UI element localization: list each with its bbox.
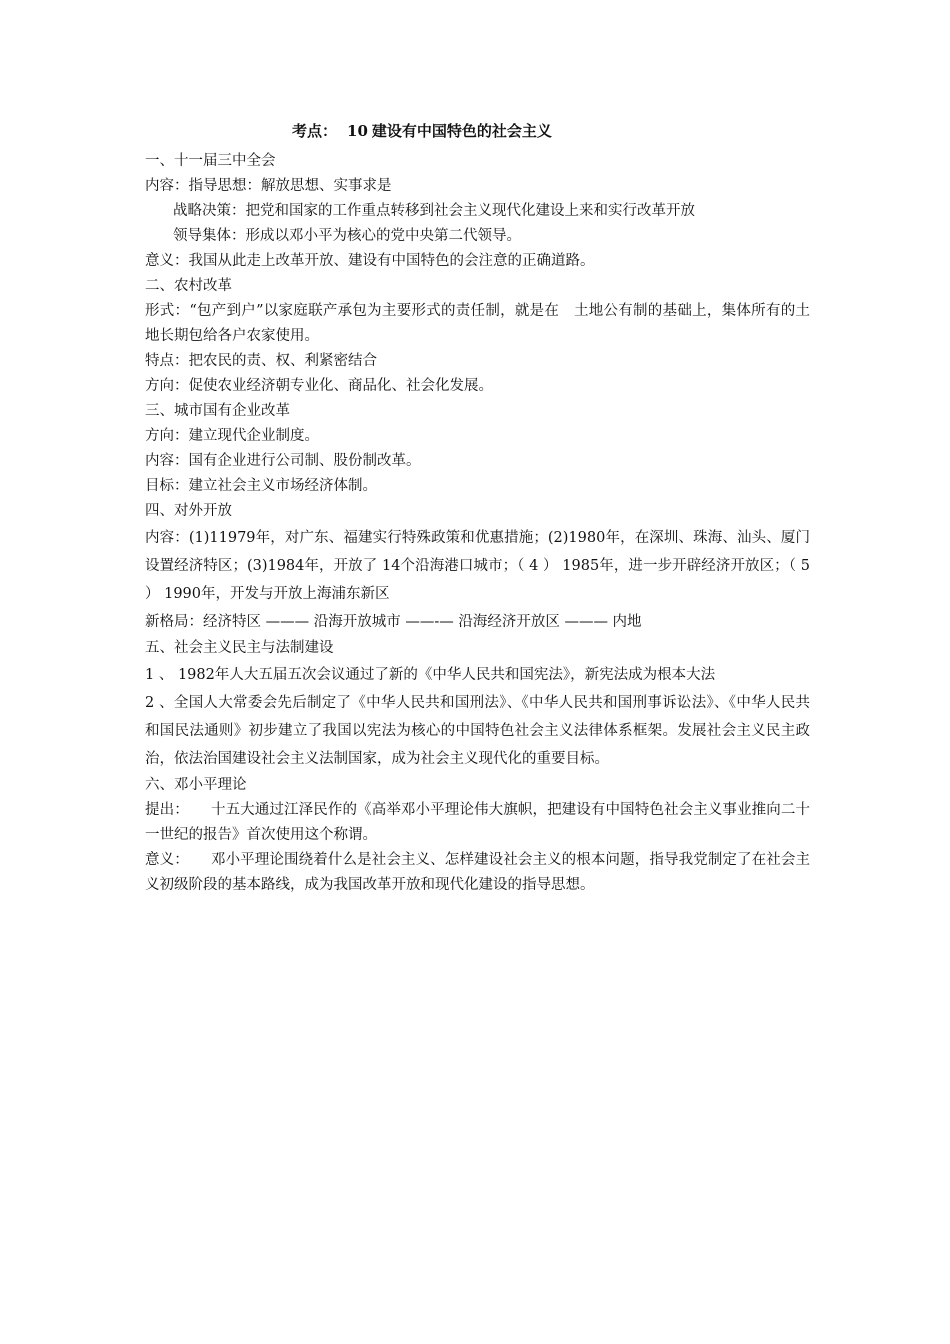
section-2-form xyxy=(145,299,810,349)
section-4-content-text: (1)11979年，对广东、福建实行特殊政策和优惠措施；(2)1980年，在深圳、珠海、汕头、厦门设置经济特区；(3)1984年，开放了 14个沿海港口城市；（ 4 ） 1985年，进一步开辟经济开放区；（ 5 ） 1990年，开发与开放上海浦东新区 xyxy=(145,530,810,602)
section-6-propose xyxy=(145,798,810,848)
section-4-pattern: 新格局：经济特区 ——— 沿海开放城市 ——-— 沿海经济开放区 ——— 内地 xyxy=(145,614,642,630)
section-3-content: 内容：国有企业进行公司制、股份制改革。 xyxy=(145,453,421,469)
section-1-meaning: 意义：我国从此走上改革开放、建设有中国特色的会注意的正确道路。 xyxy=(145,253,595,269)
section-3-heading: 三、城市国有企业改革 xyxy=(145,403,290,419)
section-5-item-1: 1 、 1982年人大五届五次会议通过了新的《中华人民共和国宪法》，新宪法成为根本大法 xyxy=(145,667,716,683)
section-6-meaning-text: 邓小平理论围绕着什么是社会主义、怎样建设社会主义的根本问题，指导我党制定了在社会主义初级阶段的基本路线，成为我国改革开放和现代化建设的指导思想。 xyxy=(145,852,810,893)
section-1-content: 内容：指导思想：解放思想、实事求是 xyxy=(145,178,392,194)
document-body xyxy=(145,149,810,898)
section-5-heading: 五、社会主义民主与法制建设 xyxy=(145,640,334,656)
section-6-heading: 六、邓小平理论 xyxy=(145,777,247,793)
section-4-content xyxy=(145,524,810,608)
title-number: 10 xyxy=(347,122,368,140)
section-1-heading: 一、十一届三中全会 xyxy=(145,153,276,169)
section-2-form-label: 形式： xyxy=(145,303,190,319)
section-1-leadership: 领导集体：形成以邓小平为核心的党中央第二代领导。 xyxy=(173,228,521,244)
section-1-strategy: 战略决策：把党和国家的工作重点转移到社会主义现代化建设上来和实行改革开放 xyxy=(173,203,695,219)
section-2-feature: 特点：把农民的责、权、利紧密结合 xyxy=(145,353,377,369)
title-prefix: 考点： xyxy=(292,122,338,140)
section-6-meaning-label: 意义： xyxy=(145,852,189,868)
section-4-heading: 四、对外开放 xyxy=(145,503,232,519)
section-6-meaning xyxy=(145,848,810,898)
title-text: 建设有中国特色的社会主义 xyxy=(371,122,552,140)
section-3-direction: 方向：建立现代企业制度。 xyxy=(145,428,319,444)
page-title xyxy=(292,120,552,141)
section-3-goal: 目标：建立社会主义市场经济体制。 xyxy=(145,478,377,494)
section-2-heading: 二、农村改革 xyxy=(145,278,232,294)
section-2-form-text: “包产到户”以家庭联产承包为主要形式的责任制，就是在 土地公有制的基础上，集体所有的土地长期包给各户农家使用。 xyxy=(145,303,810,344)
section-4-content-label: 内容： xyxy=(145,530,189,546)
section-6-propose-text: 十五大通过江泽民作的《高举邓小平理论伟大旗帜，把建设有中国特色社会主义事业推向二十一世纪的报告》首次使用这个称谓。 xyxy=(145,802,810,843)
section-2-direction: 方向：促使农业经济朝专业化、商品化、社会化发展。 xyxy=(145,378,493,394)
section-5-item-2: 2 、全国人大常委会先后制定了《中华人民共和国刑法》、《中华人民共和国刑事诉讼法》、《中华人民共和国民法通则》初步建立了我国以宪法为核心的中国特色社会主义法律体系框架。发展社会主义民主政治，依法治国建设社会主义法制国家，成为社会主义现代化的重要目标。 xyxy=(145,695,810,767)
section-6-propose-label: 提出： xyxy=(145,802,189,818)
